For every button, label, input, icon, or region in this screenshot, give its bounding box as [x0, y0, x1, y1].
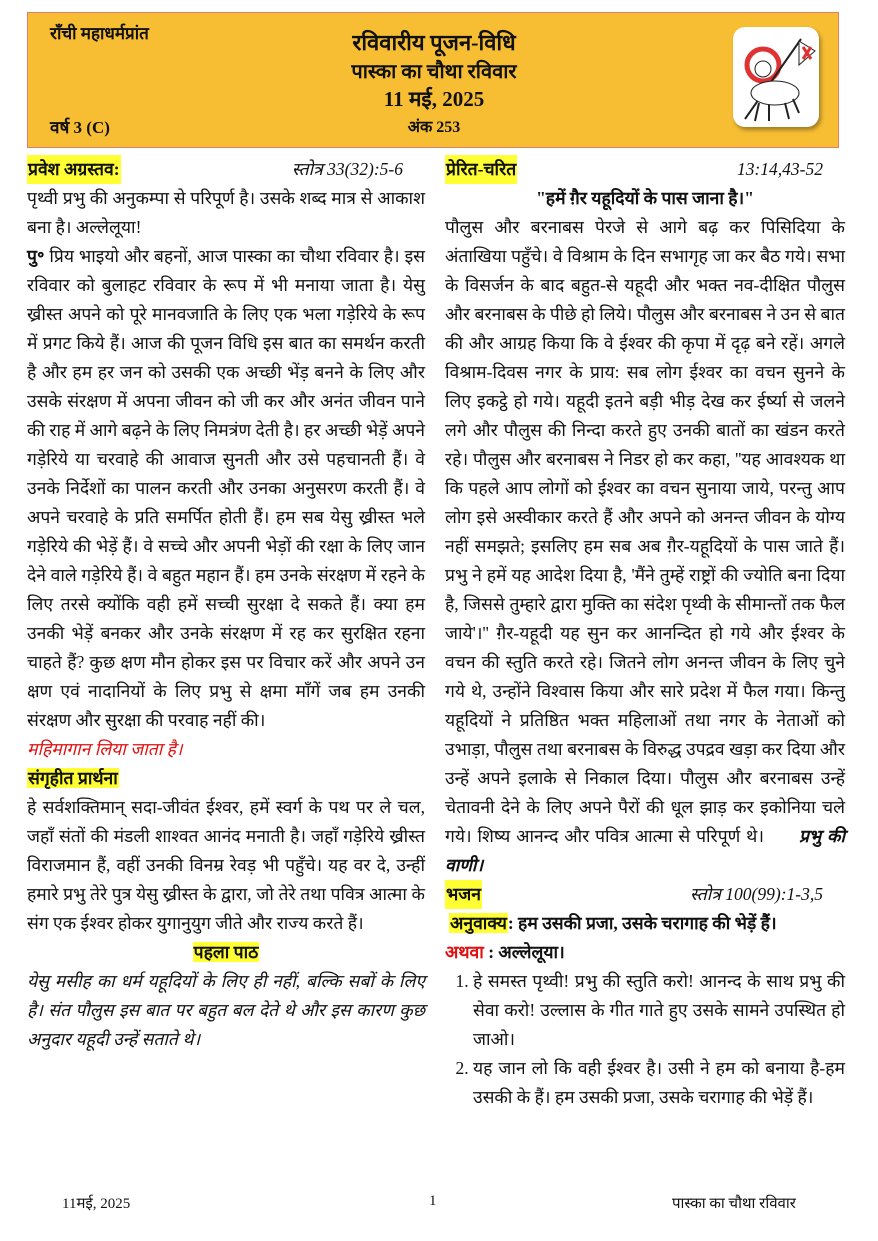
- acts-ref: 13:14,43-52: [736, 159, 823, 179]
- entrance-ref: स्तोत्र 33(32):5-6: [291, 159, 403, 179]
- page-subtitle: पास्का का चौथा रविवार: [351, 61, 517, 83]
- priest-label: पु॰: [27, 246, 45, 266]
- collect-text: हे सर्वशक्तिमान् सदा-जीवंत ईश्वर, हमें स्वर्ग के पथ पर ले चल, जहाँ संतों की मंडली शाश्वत आनंद मनाती है। जहाँ गड़ेरिये ख्रीस्त विराजमान हैं, वहीं उनकी विनम्र रेवड़ भी पहुँचे। यह वर दे, उन्हीं हमारे प्रभु तेरे पुत्र येसु ख्रीस्त के द्वारा, जो तेरे तथा पवित्र आत्मा के संग एक ईश्वर होकर युगानुयुग जीते और राज्य करते हैं।: [27, 797, 425, 933]
- date: 11 मई, 2025: [383, 87, 485, 111]
- issue-number: अंक 253: [407, 119, 461, 136]
- year-label: वर्ष 3 (C): [50, 118, 110, 137]
- psalm-verse: 2. यह जान लो कि वही ईश्वर है। उसी ने हम को बनाया है-हम उसकी के हैं। हम उसकी प्रजा, उसके चरागाह की भेड़ें हैं।: [473, 1054, 845, 1112]
- page-title: रविवारीय पूजन-विधि: [352, 30, 516, 55]
- psalm-ref: स्तोत्र 100(99):1-3,5: [689, 884, 823, 904]
- reading-closing: प्रभु की वाणी।: [445, 826, 845, 875]
- header-banner: [27, 12, 839, 148]
- collect-heading: संगृहीत प्रार्थना: [28, 768, 118, 788]
- footer-title: पास्का का चौथा रविवार: [672, 1196, 796, 1212]
- lamb-of-god-logo: [733, 27, 819, 127]
- psalm-alternative: अथवा : अल्लेलूया।: [445, 942, 565, 962]
- reading-title: "हमें ग़ैर यहूदियों के पास जाना है।": [536, 188, 754, 208]
- entrance-antiphon: पृथ्वी प्रभु की अनुकम्पा से परिपूर्ण है। उसके शब्द मात्र से आकाश बना है। अल्लेलूया!: [27, 188, 425, 237]
- left-column: [27, 155, 425, 1054]
- acts-heading: प्रेरित-चरित: [445, 155, 517, 184]
- right-column: [445, 155, 845, 1112]
- priest-introduction: पु॰ प्रिय भाइयो और बहनों, आज पास्का का चौथा रविवार है। इस रविवार को बुलाहट रविवार के रूप में भी मनाया जाता है। येसु ख्रीस्त अपने को पूरे मानवजाति के लिए एक भला गड़ेरिये के रूप में प्रगट किये हैं। आज की पूजन विधि इस बात का समर्थन करती है और हम हर जन को उसकी एक अच्छी भेंड़ बनने के लिए और उसके संरक्षण में अपना जीवन को जी कर और अनंत जीवन पाने की राह में आगे बढ़ने के लिए निमत्रंण देती है। हर अच्छी भेड़ें अपने गड़ेरिये या चरवाहे की आवाज सुनती और उसे पहचानती हैं। वे उनके निर्देशों का पालन करती और उनका अनुसरण करती हैं। वे अपने चरवाहे के प्रति समर्पित होती हैं। हम सब येसु ख्रीस्त भले गड़ेरिये की भेड़ें हैं। वे सच्चे और अपनी भेड़ों की रक्षा के लिए जान देने वाले गड़ेरिये हैं। वे बहुत महान हैं। हम उनके संरक्षण में रहने के लिए तरसे क्योंकि वही हमें सच्ची सुरक्षा दे सकते हैं। क्या हम उनकी भेड़ें बनकर और उनके संरक्षण में रह कर सुरक्षित रहना चाहते हैं? कुछ क्षण मौन होकर इस पर विचार करें और अपने उन क्षण एवं नादानियों के लिए प्रभु से क्षमा माँगें जब हम उनकी संरक्षण और सुरक्षा की परवाह नहीं की।: [27, 246, 425, 730]
- psalm-response: अनुवाक्य: हम उसकी प्रजा, उसके चरागाह की भेड़ें हैं।: [450, 913, 777, 933]
- psalm-verses: [445, 967, 845, 1112]
- first-reading-intro: येसु मसीह का धर्म यहूदियों के लिए ही नहीं, बल्कि सबों के लिए है। संत पौलुस इस बात पर बहुत बल देते थे और इस कारण कुछ अनुदार यहूदी उन्हें सताते थे।: [27, 971, 425, 1049]
- psalm-verse: 1. हे समस्त पृथ्वी! प्रभु की स्तुति करो! आनन्द के साथ प्रभु की सेवा करो! उल्लास के गीत गाते हुए उसके सामने उपस्थित हो जाओ।: [473, 967, 845, 1054]
- psalm-heading: भजन: [445, 880, 482, 909]
- footer-date: 11मई, 2025: [62, 1196, 131, 1212]
- entrance-heading: प्रवेश अग्रस्तव:: [27, 155, 121, 184]
- page-number: 1: [429, 1193, 437, 1209]
- first-reading-heading: पहला पाठ: [193, 942, 259, 962]
- diocese-name: राँची महाधर्मप्रांत: [50, 24, 149, 43]
- acts-text: पौलुस और बरनाबस पेरजे से आगे बढ़ कर पिसिदिया के अंताखिया पहुँचे। वे विश्राम के दिन सभागृह जा कर बैठ गये। सभा के विसर्जन के बाद बहुत-से यहूदी और भक्त नव-दीक्षित पौलुस और बरनाबस के पीछे हो लिये। पौलुस और बरनाबस ने उन से बात की और आग्रह किया कि वे ईश्वर की कृपा में दृढ़ बने रहें। अगले विश्राम-दिवस नगर के प्राय: सब लोग ईश्वर का वचन सुनने के लिए इकट्ठे हो गये। यहूदी इतने बड़ी भीड़ देख कर ईर्ष्या से जलने लगे और पौलुस की निन्दा करते हुए उनकी बातों का खंडन करते रहे। पौलुस और बरनाबस ने निडर हो कर कहा, ''यह आवश्यक था कि पहले आप लोगों को ईश्वर का वचन सुनाया जाये, परन्तु आप लोग इसे अस्वीकार करते हैं और अपने को अनन्त जीवन के योग्य नहीं समझते; इसलिए हम सब अब ग़ैर-यहूदियों के पास जाते हैं। प्रभु ने हमें यह आदेश दिया है, 'मैंने तुम्हें राष्ट्रों की ज्योति बना दिया है, जिससे तुम्हारे द्वारा मुक्ति का संदेश पृथ्वी के सीमान्तों तक फैल जाये'।'' ग़ैर-यहूदी यह सुन कर आनन्दित हो गये और ईश्वर के वचन की स्तुति करते रहे। जितने लोग अनन्त जीवन के लिए चुने गये थे, उन्होंने विश्वास किया और सारे प्रदेश में फैल गया। किन्तु यहूदियों ने प्रतिष्ठित भक्त महिलाओं तथा नगर के नेताओं को उभाड़ा, पौलुस तथा बरनाबस के विरुद्ध उपद्रव खड़ा कर दिया और उन्हें अपने इलाके से निकाल दिया। पौलुस और बरनाबस उन्हें चेतावनी देने के लिए अपने पैरों की धूल झाड़ कर इकोनिया चले गये। शिष्य आनन्द और पवित्र आत्मा से परिपूर्ण थे। प्रभु की वाणी।: [445, 217, 845, 875]
- gloria-note: महिमागान लिया जाता है।: [27, 739, 183, 759]
